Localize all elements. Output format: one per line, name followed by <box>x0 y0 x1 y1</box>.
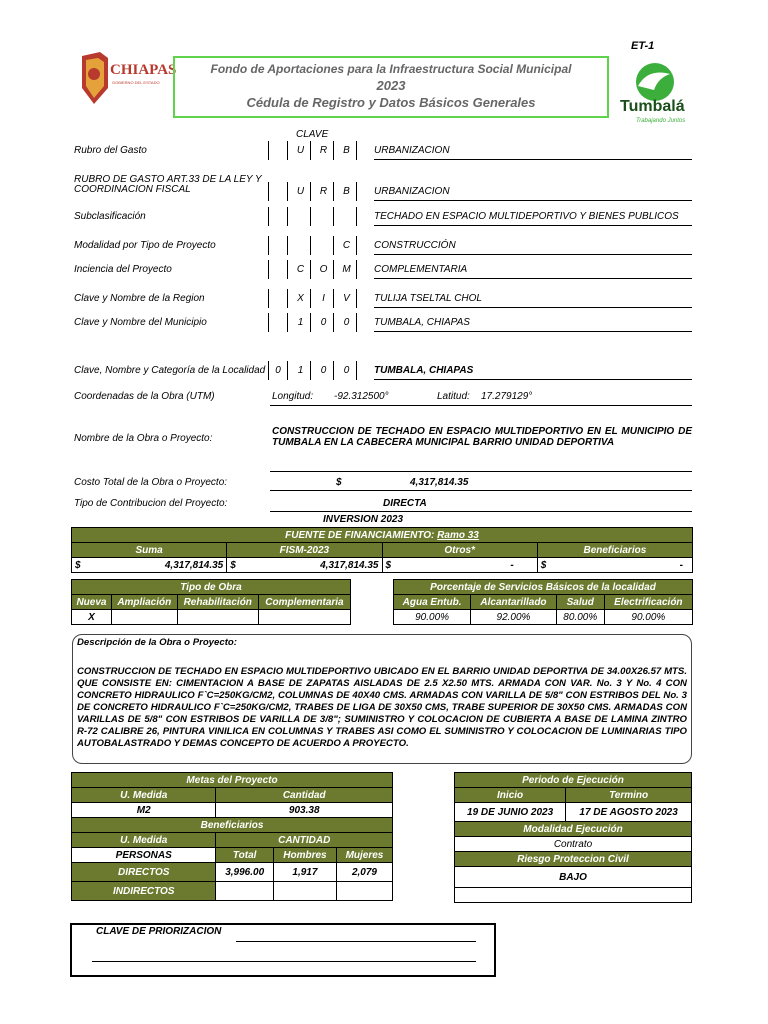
clave-label: CLAVE <box>296 129 329 140</box>
currency: $ <box>75 559 81 571</box>
clave-box: U <box>291 182 311 201</box>
modalidad-value: CONSTRUCCIÓN <box>374 240 692 255</box>
col-electrificacion: Electrificación <box>604 595 692 610</box>
ampliacion-value <box>111 610 177 625</box>
tipo-obra-table <box>71 579 351 625</box>
clave-box <box>291 207 311 226</box>
suma-value: 4,317,814.35 <box>164 559 224 571</box>
col-agua: Agua Entub. <box>394 595 471 610</box>
fuente-header <box>72 528 693 543</box>
benef-um: PERSONAS <box>72 848 216 863</box>
benef-i-mujeres <box>336 882 392 901</box>
col-ampliacion: Ampliación <box>111 595 177 610</box>
nueva-value: X <box>72 610 112 625</box>
benef-total-label: Total <box>216 848 273 863</box>
clave-box: 0 <box>337 361 357 380</box>
obra-value: CONSTRUCCION DE TECHADO EN ESPACIO MULTIDEPORTIVO EN EL MUNICIPIO DE TUMBALA EN LA CABECERA MUNICIPAL BARRIO UNIDAD DEPORTIVA <box>272 426 692 448</box>
latitud-label: Latitud: <box>437 391 470 402</box>
benef-i-hombres <box>273 882 336 901</box>
clave-box: U <box>291 141 311 160</box>
clave-box: R <box>314 182 334 201</box>
contribucion-line <box>270 511 692 512</box>
costo-line <box>270 490 692 491</box>
clave-box <box>314 236 334 255</box>
priorizacion-label: CLAVE DE PRIORIZACION <box>96 926 222 937</box>
region-label: Clave y Nombre de la Region <box>74 293 205 304</box>
benef-indirectos: INDIRECTOS <box>72 882 216 901</box>
municipio-clave <box>268 313 360 332</box>
modalidad-ejecucion-value: Contrato <box>455 837 692 852</box>
modalidad-ejecucion-label: Modalidad Ejecución <box>455 822 692 837</box>
clave-box: B <box>337 182 357 201</box>
benef-col-cantidad: CANTIDAD <box>216 833 393 848</box>
benef-mujeres-label: Mujeres <box>336 848 392 863</box>
col-alcantarillado: Alcantarillado <box>471 595 557 610</box>
rubro-art33-value: URBANIZACION <box>374 186 692 201</box>
costo-label: Costo Total de la Obra o Proyecto: <box>74 477 228 488</box>
subclasificacion-label: Subclasificación <box>74 211 146 222</box>
incidencia-value: COMPLEMENTARIA <box>374 264 692 279</box>
beneficiarios-value: - <box>679 559 683 571</box>
clave-box: I <box>314 289 334 308</box>
inversion-fism <box>227 558 382 573</box>
fuente-label: FUENTE DE FINANCIAMIENTO: <box>285 529 435 541</box>
periodo-inicio: 19 DE JUNIO 2023 <box>455 803 566 822</box>
currency: $ <box>385 559 392 571</box>
clave-box: 0 <box>337 313 357 332</box>
riesgo-value: BAJO <box>455 867 692 888</box>
clave-box: 1 <box>291 361 311 380</box>
fuente-value: Ramo 33 <box>437 529 479 541</box>
header-year: 2023 <box>376 78 406 93</box>
form-code: ET-1 <box>631 40 655 52</box>
periodo-inicio-label: Inicio <box>455 788 566 803</box>
logo-left-text: CHIAPAS <box>110 62 177 78</box>
periodo-termino-label: Termino <box>566 788 692 803</box>
col-complementaria: Complementaria <box>258 595 350 610</box>
header-line1: Fondo de Aportaciones para la Infraestructura Social Municipal <box>210 62 572 76</box>
localidad-value: TUMBALA, CHIAPAS <box>374 365 692 380</box>
metas-col-um: U. Medida <box>72 788 216 803</box>
longitud-label: Longitud: <box>272 391 314 402</box>
col-beneficiarios: Beneficiarios <box>537 543 692 558</box>
inversion-table <box>71 527 693 573</box>
clave-box: 0 <box>314 361 334 380</box>
metas-table <box>71 772 393 901</box>
descripcion-box <box>72 634 692 764</box>
contribucion-label: Tipo de Contribucion del Proyecto: <box>74 498 228 509</box>
clave-box <box>337 207 357 226</box>
region-clave <box>268 289 360 308</box>
rehabilitacion-value <box>177 610 258 625</box>
servicios-title: Porcentaje de Servicios Básicos de la localidad <box>394 580 693 595</box>
clave-box <box>268 141 288 160</box>
metas-col-cantidad: Cantidad <box>216 788 393 803</box>
col-salud: Salud <box>556 595 604 610</box>
currency: $ <box>540 559 547 571</box>
periodo-title: Periodo de Ejecución <box>455 773 692 788</box>
priorizacion-box <box>70 923 496 977</box>
priorizacion-line1 <box>236 941 476 942</box>
metas-um: M2 <box>72 803 216 818</box>
rubro-label: Rubro del Gasto <box>74 145 147 156</box>
descripcion-text: CONSTRUCCION DE TECHADO EN ESPACIO MULTIDEPORTIVO UBICADO EN EL BARRIO UNIDAD DEPORTIVA DE 34.00X26.57 MTS. QUE CONSISTE EN: CIMENTACION A BASE DE ZAPATAS AISLADAS DE 2.5 X2.50 MTS. ARMADA CON VAR. No. 3 Y No. 4 CON CONCRETO HIDRAULICO F`C=250KG/CM2, COLUMNAS DE 40X40 CMS. ARMADAS CON VARILLA DE 5/8" CON ESTRIBOS DEL No. 3 DE CONCRETO HIDRAULICO F`C=250KG/CM2, TRABES DE LIGA DE 30X50 CMS, TRABE SUPERIOR DE 30X50 CMS. ARMADAS CON VARILLAS DE 5/8" CON ESTRIBOS DE VARILLA DE 3/8"; SUMINISTRO Y COLOCACION DE CUBIERTA A BASE DE LAMINA ZINTRO R-72 CALIBRE 26, PINTURA VINILICA EN COLUMNAS Y TRABES ASI COMO EL SUMINISTRO Y COLOCACION DE LUMINARIAS TIPO AUTOBALASTRADO Y DEMAS CONCEPTO DE ACUERDO A PROYECTO. <box>77 666 687 749</box>
clave-box <box>268 236 288 255</box>
clave-box: B <box>337 141 357 160</box>
clave-box <box>268 182 288 201</box>
inversion-suma <box>72 558 227 573</box>
descripcion-label: Descripción de la Obra o Proyecto: <box>77 637 237 648</box>
fism-value: 4,317,814.35 <box>320 559 379 571</box>
col-fism: FISM-2023 <box>227 543 382 558</box>
complementaria-value <box>258 610 350 625</box>
incidencia-clave <box>268 260 360 279</box>
col-otros: Otros* <box>382 543 537 558</box>
riesgo-blank <box>455 888 692 903</box>
tumbala-logo <box>618 62 692 128</box>
clave-box: M <box>337 260 357 279</box>
col-rehabilitacion: Rehabilitación <box>177 595 258 610</box>
coord-line <box>270 405 692 406</box>
logo-right-sub: Trabajando Juntos <box>636 118 686 124</box>
clave-box: 1 <box>291 313 311 332</box>
obra-line <box>270 471 692 472</box>
benef-i-total <box>216 882 273 901</box>
modalidad-clave <box>268 236 360 255</box>
subclasificacion-clave <box>268 207 360 226</box>
inversion-otros <box>382 558 537 573</box>
modalidad-label: Modalidad por Tipo de Proyecto <box>74 240 216 251</box>
salud-value: 80.00% <box>556 610 604 625</box>
clave-box: C <box>337 236 357 255</box>
clave-box: V <box>337 289 357 308</box>
metas-title: Metas del Proyecto <box>72 773 393 788</box>
municipio-value: TUMBALA, CHIAPAS <box>374 317 692 332</box>
clave-box <box>268 289 288 308</box>
obra-label: Nombre de la Obra o Proyecto: <box>74 433 213 444</box>
servicios-table <box>393 579 693 625</box>
header-title: Cédula de Registro y Datos Básicos Generales <box>246 95 536 110</box>
benef-hombres-label: Hombres <box>273 848 336 863</box>
rubro-art33-label: RUBRO DE GASTO ART.33 DE LA LEY Y COORDINACION FISCAL <box>74 174 262 195</box>
clave-box <box>268 313 288 332</box>
col-nueva: Nueva <box>72 595 112 610</box>
incidencia-label: Inciencia del Proyecto <box>74 264 172 275</box>
clave-box: 0 <box>268 361 288 380</box>
logo-left-sub: GOBIERNO DEL ESTADO <box>112 80 160 85</box>
subclasificacion-value: TECHADO EN ESPACIO MULTIDEPORTIVO Y BIENES PUBLICOS <box>374 211 692 226</box>
clave-box: X <box>291 289 311 308</box>
inversion-beneficiarios <box>537 558 692 573</box>
metas-cantidad: 903.38 <box>216 803 393 818</box>
localidad-clave <box>268 361 360 380</box>
benef-d-total: 3,996.00 <box>216 863 273 882</box>
clave-box: 0 <box>314 313 334 332</box>
otros-value: - <box>510 559 514 571</box>
benef-col-um: U. Medida <box>72 833 216 848</box>
alcantarillado-value: 92.00% <box>471 610 557 625</box>
periodo-table <box>454 772 692 903</box>
region-value: TULIJA TSELTAL CHOL <box>374 293 692 308</box>
benef-d-hombres: 1,917 <box>273 863 336 882</box>
rubro-art33-clave <box>268 182 360 201</box>
contribucion-value: DIRECTA <box>383 498 427 509</box>
clave-box: O <box>314 260 334 279</box>
header-title-box <box>173 56 609 118</box>
electrificacion-value: 90.00% <box>604 610 692 625</box>
beneficiarios-title: Beneficiarios <box>72 818 393 833</box>
latitud-value: 17.279129° <box>481 391 533 402</box>
localidad-label: Clave, Nombre y Categoría de la Localidad <box>74 365 266 376</box>
clave-box <box>291 236 311 255</box>
clave-box <box>268 207 288 226</box>
benef-d-mujeres: 2,079 <box>336 863 392 882</box>
rubro-clave <box>268 141 360 160</box>
tipo-obra-title: Tipo de Obra <box>72 580 351 595</box>
longitud-value: -92.312500° <box>334 391 389 402</box>
clave-box: C <box>291 260 311 279</box>
costo-value: 4,317,814.35 <box>410 477 469 488</box>
periodo-termino: 17 DE AGOSTO 2023 <box>566 803 692 822</box>
agua-value: 90.00% <box>394 610 471 625</box>
clave-box <box>268 260 288 279</box>
clave-box: R <box>314 141 334 160</box>
coordenadas-label: Coordenadas de la Obra (UTM) <box>74 391 215 402</box>
benef-directos: DIRECTOS <box>72 863 216 882</box>
logo-right-text: Tumbalá <box>620 98 685 115</box>
costo-currency: $ <box>336 477 342 488</box>
currency: $ <box>230 559 236 571</box>
rubro-value: URBANIZACION <box>374 145 692 160</box>
riesgo-label: Riesgo Proteccion Civil <box>455 852 692 867</box>
municipio-label: Clave y Nombre del Municipio <box>74 317 207 328</box>
chiapas-logo <box>78 48 177 110</box>
clave-box <box>314 207 334 226</box>
priorizacion-line2 <box>92 961 476 962</box>
inversion-title: INVERSION 2023 <box>323 514 404 525</box>
col-suma: Suma <box>72 543 227 558</box>
